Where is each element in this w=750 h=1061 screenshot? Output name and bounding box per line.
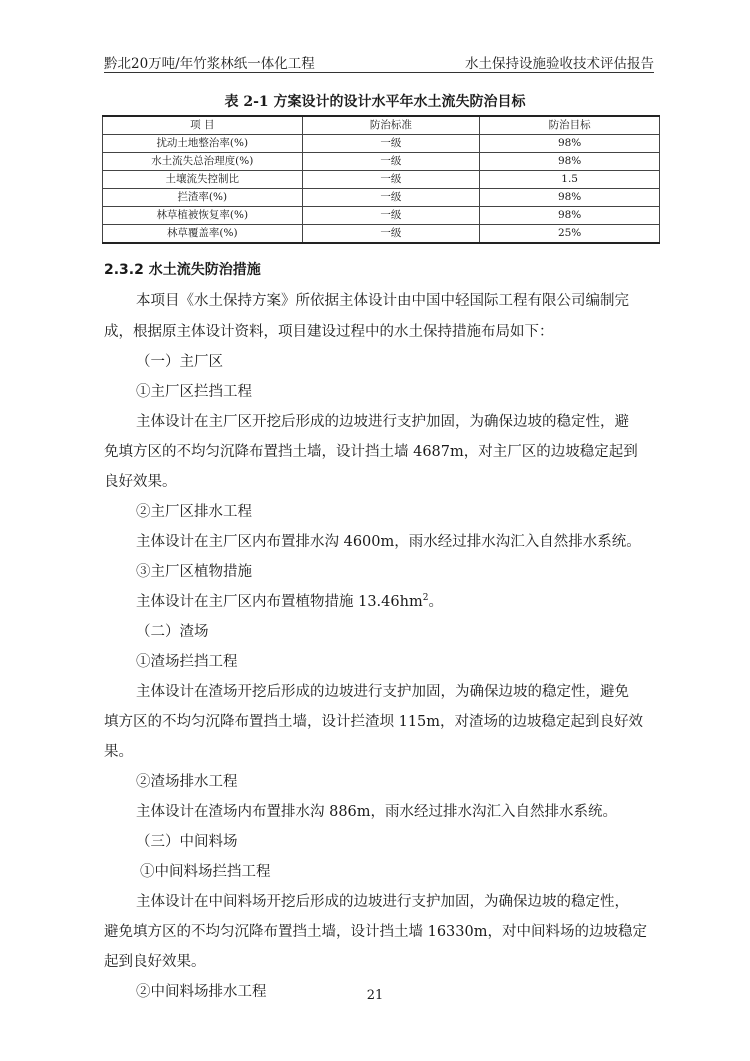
body-line: 本项目《水土保持方案》所依据主体设计由中国中轻国际工程有限公司编制完 — [136, 293, 629, 309]
item-heading: ①主厂区拦挡工程 — [136, 384, 252, 400]
table-row — [103, 207, 660, 225]
table-cell: 一级 — [302, 153, 480, 171]
item-heading: ②中间料场排水工程 — [136, 984, 267, 1000]
table-caption: 表 2-1 方案设计的设计水平年水土流失防治目标 — [224, 94, 526, 110]
table-cell: 98% — [480, 135, 660, 153]
body-line: 果。 — [104, 744, 133, 760]
body-line: 主体设计在渣场开挖后形成的边坡进行支护加固，为确保边坡的稳定性，避免 — [136, 684, 629, 700]
body-line: 起到良好效果。 — [104, 954, 206, 970]
body-line: 主体设计在中间料场开挖后形成的边坡进行支护加固，为确保边坡的稳定性， — [136, 894, 629, 910]
table-cell: 25% — [480, 225, 660, 244]
body-line: 主体设计在渣场内布置排水沟 886m，雨水经过排水沟汇入自然排水系统。 — [136, 804, 618, 820]
table-cell: 一级 — [302, 207, 480, 225]
header-report-title: 水土保持设施验收技术评估报告 — [465, 56, 654, 72]
table-cell: 一级 — [302, 189, 480, 207]
table-row — [103, 225, 660, 244]
body-line: 主体设计在主厂区内布置排水沟 4600m，雨水经过排水沟汇入自然排水系统。 — [136, 534, 641, 550]
body-line: 避免填方区的不均匀沉降布置挡土墙，设计挡土墙 16330m，对中间料场的边坡稳定 — [104, 924, 647, 940]
subsection-heading: （三）中间料场 — [136, 834, 238, 850]
column-header: 防治目标 — [480, 116, 660, 135]
column-header: 项 目 — [103, 116, 303, 135]
subsection-heading: （一）主厂区 — [136, 354, 223, 370]
body-line — [136, 590, 443, 611]
prevention-targets-table — [102, 115, 660, 244]
table-cell: 98% — [480, 153, 660, 171]
table-cell: 98% — [480, 189, 660, 207]
table-row — [103, 171, 660, 189]
table-cell: 拦渣率(%) — [103, 189, 303, 207]
subsection-heading: （二）渣场 — [136, 624, 209, 640]
item-heading: ①中间料场拦挡工程 — [140, 864, 271, 880]
table-cell: 一级 — [302, 171, 480, 189]
table-cell: 一级 — [302, 225, 480, 244]
table-row — [103, 153, 660, 171]
body-line: 良好效果。 — [104, 474, 177, 490]
table-cell: 林草植被恢复率(%) — [103, 207, 303, 225]
table-cell: 1.5 — [480, 171, 660, 189]
superscript: 2 — [422, 593, 429, 604]
table-row — [103, 189, 660, 207]
table-cell: 林草覆盖率(%) — [103, 225, 303, 244]
table-cell: 水土流失总治理度(%) — [103, 153, 303, 171]
body-text: 主体设计在主厂区内布置植物措施 13.46hm — [136, 594, 423, 610]
item-heading: ②渣场排水工程 — [136, 774, 238, 790]
table-cell: 扰动土地整治率(%) — [103, 135, 303, 153]
table-header-row — [103, 116, 660, 135]
table-cell: 一级 — [302, 135, 480, 153]
header-project-title: 黔北20万吨/年竹浆林纸一体化工程 — [104, 56, 315, 72]
body-text: 。 — [428, 594, 443, 610]
running-header — [104, 50, 654, 73]
item-heading: ③主厂区植物措施 — [136, 564, 252, 580]
body-line: 填方区的不均匀沉降布置挡土墙，设计拦渣坝 115m，对渣场的边坡稳定起到良好效 — [104, 714, 644, 730]
table-cell: 98% — [480, 207, 660, 225]
item-heading: ①渣场拦挡工程 — [136, 654, 238, 670]
table-row — [103, 135, 660, 153]
body-line: 成，根据原主体设计资料，项目建设过程中的水土保持措施布局如下： — [104, 324, 554, 340]
body-line: 主体设计在主厂区开挖后形成的边坡进行支护加固，为确保边坡的稳定性，避 — [136, 414, 629, 430]
column-header: 防治标准 — [302, 116, 480, 135]
table-cell: 土壤流失控制比 — [103, 171, 303, 189]
page-number: 21 — [366, 988, 384, 1003]
item-heading: ②主厂区排水工程 — [136, 504, 252, 520]
body-line: 免填方区的不均匀沉降布置挡土墙，设计挡土墙 4687m，对主厂区的边坡稳定起到 — [104, 444, 638, 460]
section-heading: 2.3.2 水土流失防治措施 — [104, 262, 261, 278]
